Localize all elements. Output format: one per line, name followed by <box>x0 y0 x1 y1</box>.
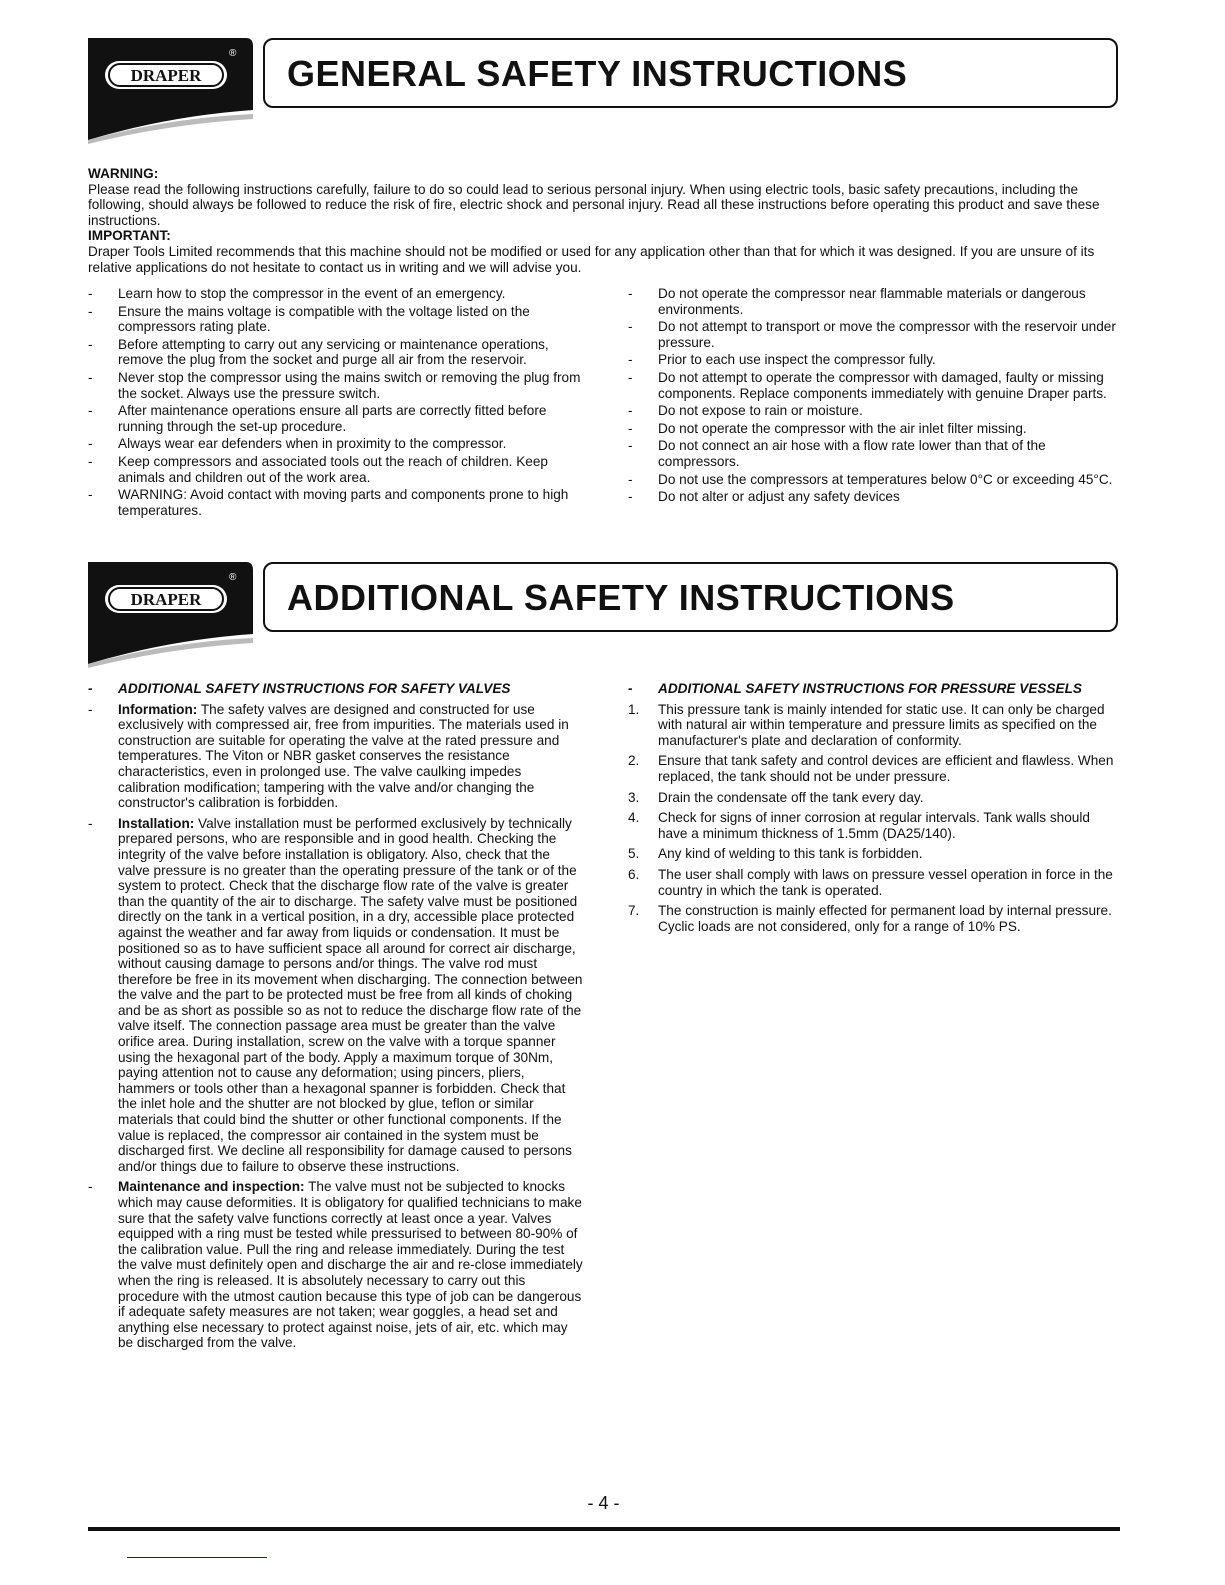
pressure-vessels-list <box>628 681 1118 939</box>
item-text: Do not use the compressors at temperatures below 0°C or exceeding 45°C. <box>658 471 1113 487</box>
list-item <box>628 370 1118 401</box>
page-number: - 4 - <box>587 1493 620 1513</box>
item-text: Do not attempt to transport or move the compressor with the reservoir under pressure. <box>658 319 1116 350</box>
bullet-marker: - <box>88 487 93 503</box>
item-text: Do not connect an air hose with a flow rate lower than that of the compressors. <box>658 438 1046 469</box>
item-text: After maintenance operations ensure all parts are correctly fitted before running through the set-up procedure. <box>118 403 547 434</box>
bullet-marker: - <box>88 303 93 319</box>
bullet-marker: - <box>628 438 633 454</box>
bullet-marker: - <box>628 319 633 335</box>
bullet-marker: - <box>628 420 633 436</box>
general-intro <box>88 166 1128 275</box>
list-item <box>628 790 1118 806</box>
item-text: Do not expose to rain or moisture. <box>658 403 863 419</box>
bullet-marker: - <box>628 403 633 419</box>
svg-text:®: ® <box>229 48 237 59</box>
list-item <box>88 1179 583 1351</box>
list-item <box>88 454 583 485</box>
list-item <box>88 304 583 335</box>
list-item <box>88 436 583 452</box>
additional-title-box <box>263 562 1118 632</box>
draper-logo <box>88 562 253 672</box>
item-text: Never stop the compressor using the mains switch or removing the plug from the socket. Always use the pressure switch. <box>118 369 581 401</box>
footer-link-underline[interactable] <box>127 1557 267 1558</box>
list-item <box>628 702 1118 749</box>
item-text: Do not operate the compressor with the air inlet filter missing. <box>658 420 1027 436</box>
bullet-marker: - <box>88 815 93 831</box>
bullet-marker: - <box>88 286 93 301</box>
additional-title: ADDITIONAL SAFETY INSTRUCTIONS <box>287 577 955 618</box>
list-item <box>88 337 583 368</box>
item-text: WARNING: Avoid contact with moving parts and components prone to high temperatures. <box>118 487 569 518</box>
bullet-marker: 3. <box>628 789 640 805</box>
bullet-marker: 2. <box>628 753 640 769</box>
bullet-marker: - <box>88 436 93 452</box>
item-text: Prior to each use inspect the compressor fully. <box>658 352 936 368</box>
item-text: The valve must not be subjected to knocks which may cause deformities. It is obligatory for qualified technicians to make sure that the safety valve functions correctly at least once a year. Valves equipped with a ring must be tested while pressurised to between 80-90% of the calibration value. Pull the ring and release immediately. During the test the valve must definitely open and discharge the air and re-close immediately when the ring is released. It is absolutely necessary to carry out this procedure with the utmost caution because this type of job can be dangerous if adequate safety measures are not taken; wear goggles, a head set and anything else necessary to protect against noise, jets of air, etc. which may be discharged from the valve. <box>118 1179 583 1351</box>
item-text: Do not attempt to operate the compressor with damaged, faulty or missing components. Replace components immediately with genuine Draper parts. <box>658 369 1107 401</box>
list-item <box>628 489 1118 505</box>
bullet-marker: - <box>88 453 93 469</box>
list-item <box>88 702 583 811</box>
warning-text: Please read the following instructions carefully, failure to do so could lead to serious personal injury. When using electric tools, basic safety precautions, including the following, should always be followed to reduce the risk of fire, electric shock and personal injury. Read all these instructions before operating this product and save these instructions. <box>88 181 1100 228</box>
item-text: Learn how to stop the compressor in the event of an emergency. <box>118 286 506 301</box>
item-text: Do not alter or adjust any safety devices <box>658 489 900 505</box>
heading-text: ADDITIONAL SAFETY INSTRUCTIONS FOR PRESSURE VESSELS <box>658 681 1082 696</box>
list-item <box>628 472 1118 488</box>
bullet-marker: - <box>88 1179 93 1195</box>
general-title-box <box>263 38 1118 108</box>
bullet-marker: - <box>628 471 633 487</box>
item-text: This pressure tank is mainly intended for static use. It can only be charged with natural air within temperature and pressure limits as specified on the manufacturer's plate and declaration of conformity. <box>658 701 1105 748</box>
bullet-marker: - <box>88 701 93 717</box>
item-text: Valve installation must be performed exclusively by technically prepared persons, who are responsible and in good health. Checking the integrity of the valve before installation is obligatory. Also, check that the valve pressure is no greater than the operating pressure of the tank or of the system to protect. Check that the discharge flow rate of the valve is greater than the quantity of the air to discharge. The safety valve must be positioned directly on the tank in a vertical position, in a dry, accessible place protected against the weather and far away from liquids or condensation. It must be positioned so as to have sufficient space all around for correct air discharge, without causing damage to persons and/or things. The valve rod must therefore be free in its movement when discharging. The connection between the valve and the part to be protected must be free from all kinds of choking and be as short as possible so as not to reduce the discharge flow rate of the valve itself. The connection passage area must be greater than the valve orifice area. During installation, screw on the valve with a torque spanner using the hexagonal part of the body. Apply a maximum torque of 30Nm, paying attention not to cause any deformation; using pincers, pliers, hammers or tools other than a hexagonal spanner is forbidden. Check that the inlet hole and the shutter are not blocked by glue, teflon or similar materials that could bind the shutter or other functional components. If the value is replaced, the compressor air contained in the system must be discharged first. We decline all responsibility for damage caused to persons and/or things due to failure to observe these instructions. <box>118 815 583 1174</box>
list-item <box>628 903 1118 934</box>
general-left-list <box>88 286 583 520</box>
bullet-marker: - <box>628 352 633 368</box>
safety-valves-list <box>88 681 583 1356</box>
bullet-marker: 5. <box>628 846 640 862</box>
list-item <box>628 421 1118 437</box>
list-item <box>88 286 583 302</box>
bullet-marker: - <box>628 369 633 385</box>
item-text: The construction is mainly effected for permanent load by internal pressure. Cyclic loads are not considered, only for a range of 10% PS. <box>658 903 1112 934</box>
list-item <box>88 370 583 401</box>
item-label: Maintenance and inspection: <box>118 1179 305 1195</box>
list-item <box>628 810 1118 841</box>
list-item <box>628 846 1118 862</box>
bullet-marker: 6. <box>628 866 640 882</box>
list-item <box>628 438 1118 469</box>
item-text: Ensure the mains voltage is compatible with the voltage listed on the compressors rating plate. <box>118 303 530 335</box>
list-item <box>628 403 1118 419</box>
svg-text:DRAPER: DRAPER <box>130 590 202 609</box>
important-text: Draper Tools Limited recommends that this machine should not be modified or used for any application other than that for which it was designed. If you are unsure of its relative applications do not hesitate to contact us in writing and we will advise you. <box>88 243 1095 275</box>
svg-text:DRAPER: DRAPER <box>130 66 202 85</box>
list-item <box>628 319 1118 350</box>
item-label: Information: <box>118 701 198 717</box>
list-item <box>628 753 1118 784</box>
svg-text:®: ® <box>229 572 237 583</box>
item-text: Always wear ear defenders when in proximity to the compressor. <box>118 436 507 452</box>
bullet-marker: 1. <box>628 701 640 717</box>
bullet-marker: - <box>88 403 93 419</box>
item-text: Drain the condensate off the tank every day. <box>658 789 924 805</box>
list-item <box>628 286 1118 317</box>
item-text: Check for signs of inner corrosion at regular intervals. Tank walls should have a minimum thickness of 1.5mm (DA25/140). <box>658 810 1090 841</box>
list-item <box>628 867 1118 898</box>
important-label: IMPORTANT: <box>88 228 171 244</box>
general-right-list <box>628 286 1118 507</box>
pressure-vessels-heading: - ADDITIONAL SAFETY INSTRUCTIONS FOR PRESSURE VESSELS <box>628 681 1082 696</box>
item-text: Keep compressors and associated tools out the reach of children. Keep animals and children out of the work area. <box>118 453 548 485</box>
bullet-marker: - <box>88 369 93 385</box>
heading-text: ADDITIONAL SAFETY INSTRUCTIONS FOR SAFETY VALVES <box>118 681 511 696</box>
list-item <box>88 816 583 1175</box>
bullet-marker: 7. <box>628 903 640 919</box>
item-text: Ensure that tank safety and control devices are efficient and flawless. When replaced, the tank should not be under pressure. <box>658 753 1114 784</box>
bullet-marker: - <box>88 336 93 352</box>
draper-logo <box>88 38 253 148</box>
item-text: Any kind of welding to this tank is forbidden. <box>658 846 923 862</box>
footer-rule <box>88 1527 1120 1531</box>
item-text: The user shall comply with laws on pressure vessel operation in force in the country in which the tank is operated. <box>658 866 1113 898</box>
bullet-marker: - <box>628 489 633 505</box>
item-text: Before attempting to carry out any servicing or maintenance operations, remove the plug from the socket and purge all air from the reservoir. <box>118 336 549 368</box>
item-text: The safety valves are designed and constructed for use exclusively with compressed air, free from impurities. The materials used in construction are suitable for operating the valve at the rated pressure and temperatures. The Viton or NBR gasket conserves the resistance characteristics, even in prolonged use. The valve caulking impedes calibration modification; tampering with the valve and/or changing the constructor's calibration is forbidden. <box>118 701 569 811</box>
item-label: Installation: <box>118 815 195 831</box>
general-title: GENERAL SAFETY INSTRUCTIONS <box>287 53 908 94</box>
item-text: Do not operate the compressor near flammable materials or dangerous environments. <box>658 286 1086 317</box>
list-item <box>88 487 583 518</box>
bullet-marker: 4. <box>628 810 640 826</box>
list-item <box>628 352 1118 368</box>
safety-valves-heading: - ADDITIONAL SAFETY INSTRUCTIONS FOR SAFETY VALVES <box>88 681 511 696</box>
list-item <box>88 403 583 434</box>
bullet-marker: - <box>628 286 633 301</box>
warning-label: WARNING: <box>88 166 159 181</box>
